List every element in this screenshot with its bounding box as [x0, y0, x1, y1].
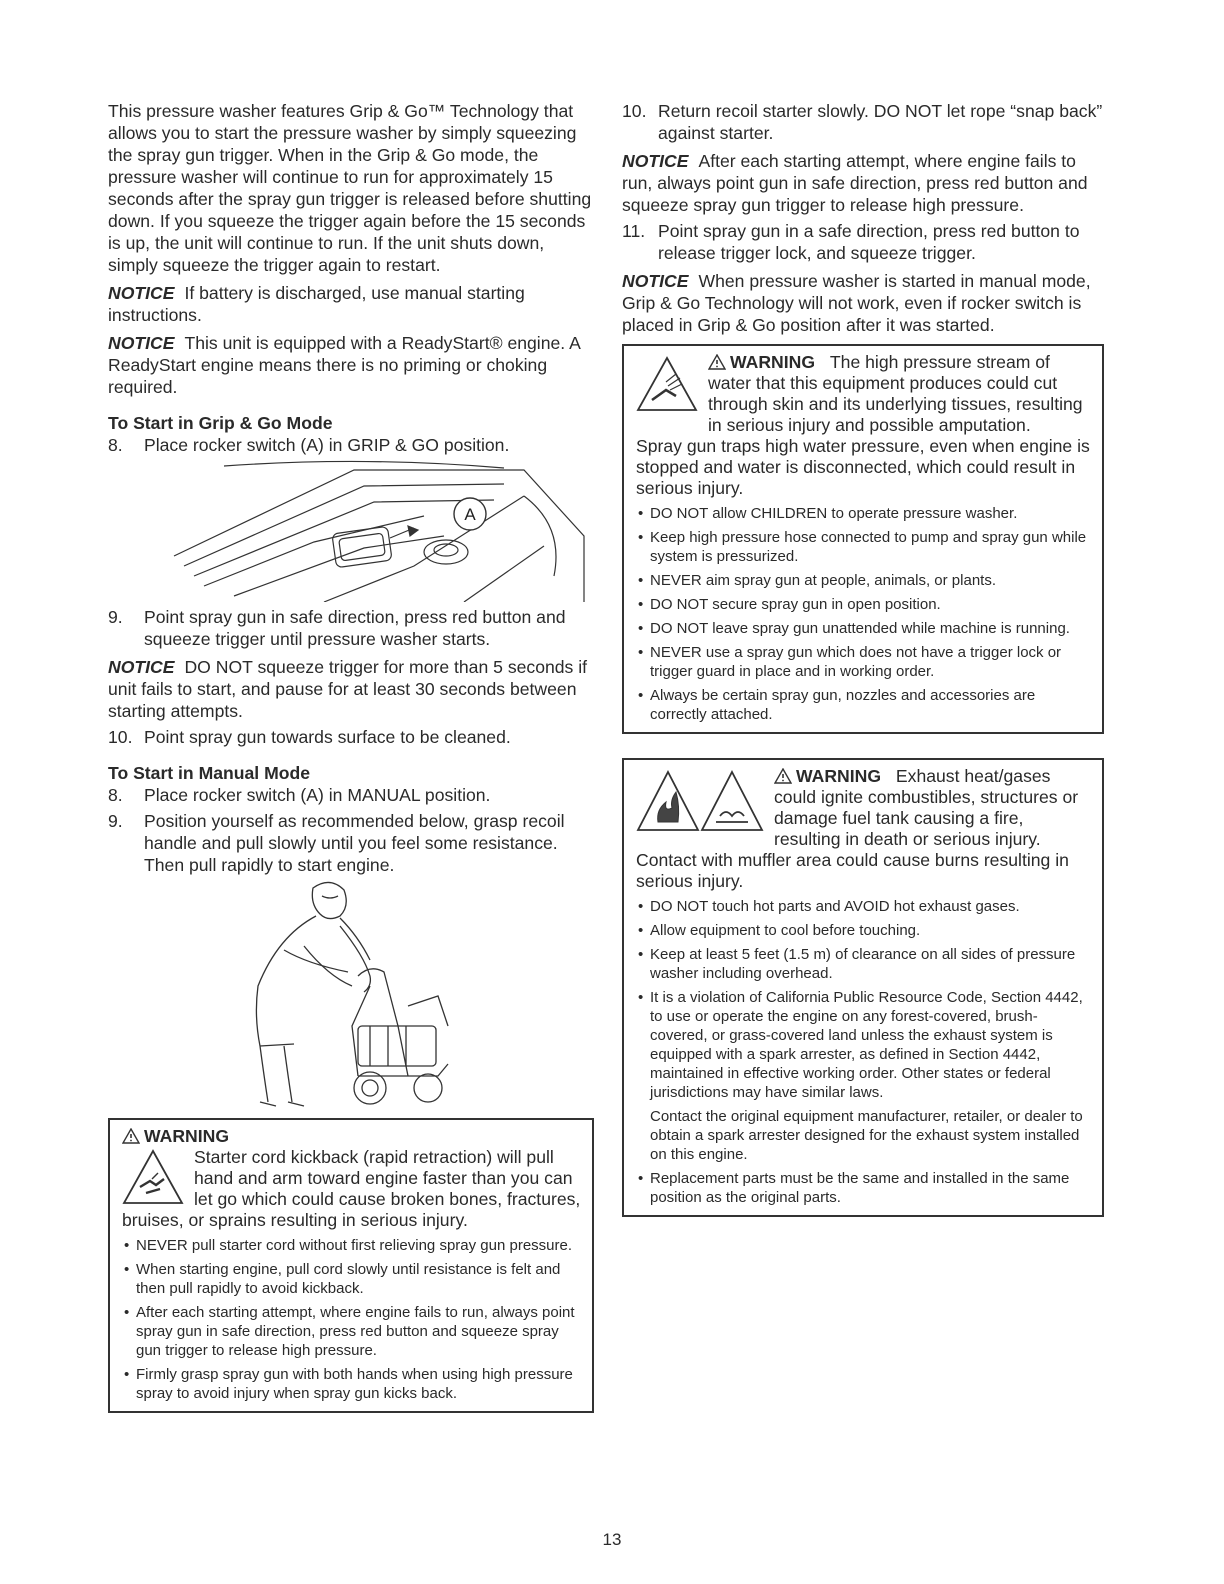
step-number: 9. [108, 811, 123, 831]
warning-label: WARNING [796, 766, 882, 786]
warning-item: • DO NOT secure spray gun in open position. [636, 595, 1092, 614]
notice-text: DO NOT squeeze trigger for more than 5 seconds if unit fails to start, and pause for at least 30 seconds between starting attempts. [108, 657, 588, 721]
warning-triangle-icon [122, 1128, 140, 1144]
step-9-grip [108, 606, 594, 650]
warning-item: • NEVER use a spray gun which does not have a trigger lock or trigger guard in place and in working order. [636, 643, 1092, 681]
callout-a: A [464, 505, 476, 524]
operator-pulling-starter-illustration [108, 876, 594, 1114]
step-number: 11. [622, 221, 646, 241]
warning-item: • NEVER pull starter cord without first relieving spray gun pressure. [122, 1236, 582, 1255]
step-text: Place rocker switch (A) in MANUAL position. [144, 785, 491, 805]
rocker-switch-illustration [108, 456, 594, 602]
step-11-manual [622, 220, 1104, 264]
warning-text: The high pressure stream of water that this equipment produces could cut through skin and its underlying tissues, resulting in serious injury and possible amputation. [708, 352, 1083, 435]
notice-text: This unit is equipped with a ReadyStart® engine. A ReadyStart engine means there is no priming or choking required. [108, 333, 580, 397]
step-10-grip [108, 726, 594, 748]
warning-item: • DO NOT leave spray gun unattended while machine is running. [636, 619, 1092, 638]
high-pressure-warning [622, 344, 1104, 734]
notice-readystart [108, 332, 594, 398]
exhaust-heat-warning [622, 758, 1104, 1217]
notice-manual-mode [622, 270, 1104, 336]
fire-and-burn-hazard-icons [636, 770, 764, 832]
warning-item: • Always be certain spray gun, nozzles and accessories are correctly attached. [636, 686, 1092, 724]
step-text: Point spray gun towards surface to be cleaned. [144, 727, 511, 747]
warning-item: • Firmly grasp spray gun with both hands when using high pressure spray to avoid injury when spray gun kicks back. [122, 1365, 582, 1403]
right-column [622, 100, 1104, 1217]
notice-text: If battery is discharged, use manual starting instructions. [108, 283, 525, 325]
warning-item: • DO NOT allow CHILDREN to operate pressure washer. [636, 504, 1092, 523]
notice-label: NOTICE [108, 657, 175, 677]
warning-label: WARNING [730, 352, 816, 372]
step-8-grip [108, 434, 594, 456]
notice-label: NOTICE [622, 151, 689, 171]
step-9-manual [108, 810, 594, 876]
warning-subtext: Spray gun traps high water pressure, even when engine is stopped and water is disconnected, which could result in serious injury. [636, 436, 1090, 498]
notice-after-attempt [622, 150, 1104, 216]
warning-item: • Keep high pressure hose connected to pump and spray gun while system is pressurized. [636, 528, 1092, 566]
warning-item: • When starting engine, pull cord slowly until resistance is felt and then pull rapidly to avoid kickback. [122, 1260, 582, 1298]
intro-paragraph: This pressure washer features Grip & Go™ Technology that allows you to start the pressure washer by simply squeezing the spray gun trigger. When in the Grip & Go mode, the pressure washer will continue to run for approximately 15 seconds after the spray gun trigger is released before shutting down. If you squeeze the trigger again before the 15 seconds is up, the unit will continue to run. If the unit shuts down, simply squeeze the trigger again to restart. [108, 101, 592, 275]
warning-item: • Allow equipment to cool before touching. [636, 921, 1092, 940]
warning-header [122, 1126, 582, 1147]
warning-text: Starter cord kickback (rapid retraction) will pull hand and arm toward engine faster than you can let go which could cause broken bones, fractures, bruises, or sprains resulting in serious injury. [122, 1147, 581, 1230]
warning-triangle-icon [708, 354, 726, 370]
step-number: 8. [108, 785, 123, 805]
warning-label: WARNING [144, 1126, 230, 1146]
step-number: 9. [108, 607, 123, 627]
warning-list [122, 1236, 582, 1403]
step-number: 8. [108, 435, 123, 455]
notice-label: NOTICE [622, 271, 689, 291]
notice-label: NOTICE [108, 283, 175, 303]
warning-contact-text: Contact the original equipment manufacturer, retailer, or dealer to obtain a spark arrester designed for the exhaust system installed on this engine. [650, 1108, 1083, 1163]
step-number: 10. [108, 727, 133, 747]
notice-text: After each starting attempt, where engine fails to run, always point gun in safe direction, press red button and squeeze spray gun trigger to release high pressure. [622, 151, 1088, 215]
warning-subtext: Contact with muffler area could cause burns resulting in serious injury. [636, 850, 1069, 891]
step-number: 10. [622, 101, 647, 121]
notice-text: When pressure washer is started in manual mode, Grip & Go Technology will not work, even if rocker switch is placed in Grip & Go position after it was started. [622, 271, 1091, 335]
step-text: Position yourself as recommended below, grasp recoil handle and pull slowly until you feel some resistance. Then pull rapidly to start engine. [144, 811, 565, 875]
notice-battery [108, 282, 594, 326]
step-text: Place rocker switch (A) in GRIP & GO position. [144, 435, 510, 455]
left-column [108, 100, 594, 1413]
step-text: Point spray gun in safe direction, press red button and squeeze trigger until pressure washer starts. [144, 607, 566, 649]
starter-kickback-warning [108, 1118, 594, 1413]
warning-header [708, 352, 830, 372]
page-number: 13 [602, 1530, 622, 1549]
step-text: Return recoil starter slowly. DO NOT let rope “snap back” against starter. [658, 101, 1103, 143]
step-text: Point spray gun in a safe direction, press red button to release trigger lock, and squeeze trigger. [658, 221, 1080, 263]
warning-item: • After each starting attempt, where engine fails to run, always point spray gun in safe direction, press red button and squeeze spray gun trigger to release high pressure. [122, 1303, 582, 1360]
warning-item: • Replacement parts must be the same and installed in the same position as the original parts. [636, 1169, 1092, 1207]
warning-item: • It is a violation of California Public Resource Code, Section 4442, to use or operate the engine on any forest-covered, brush-covered, or grass-covered land unless the exhaust system is equipped with a spark arrester, as defined in Section 4442, maintained in effective working order. Other states or federal jurisdictions may have similar laws. [636, 988, 1092, 1102]
step-10-manual [622, 100, 1104, 144]
grip-go-heading: To Start in Grip & Go Mode [108, 413, 333, 433]
injection-hazard-icon [636, 356, 698, 412]
warning-header [774, 766, 896, 786]
warning-intro [636, 352, 1092, 436]
warning-list-final [636, 1169, 1092, 1207]
warning-list [636, 897, 1092, 1102]
warning-item: • DO NOT touch hot parts and AVOID hot exhaust gases. [636, 897, 1092, 916]
notice-label: NOTICE [108, 333, 175, 353]
hand-kickback-hazard-icon [122, 1149, 184, 1205]
notice-trigger-time [108, 656, 594, 722]
warning-text: Exhaust heat/gases could ignite combustibles, structures or damage fuel tank causing a fire, resulting in death or serious injury. [774, 766, 1079, 849]
warning-list [636, 504, 1092, 724]
warning-item: • NEVER aim spray gun at people, animals, or plants. [636, 571, 1092, 590]
warning-item: • Keep at least 5 feet (1.5 m) of clearance on all sides of pressure washer including overhead. [636, 945, 1092, 983]
step-8-manual [108, 784, 594, 806]
warning-triangle-icon [774, 768, 792, 784]
warning-intro [122, 1147, 582, 1231]
warning-intro [636, 766, 1092, 850]
manual-mode-heading: To Start in Manual Mode [108, 763, 311, 783]
